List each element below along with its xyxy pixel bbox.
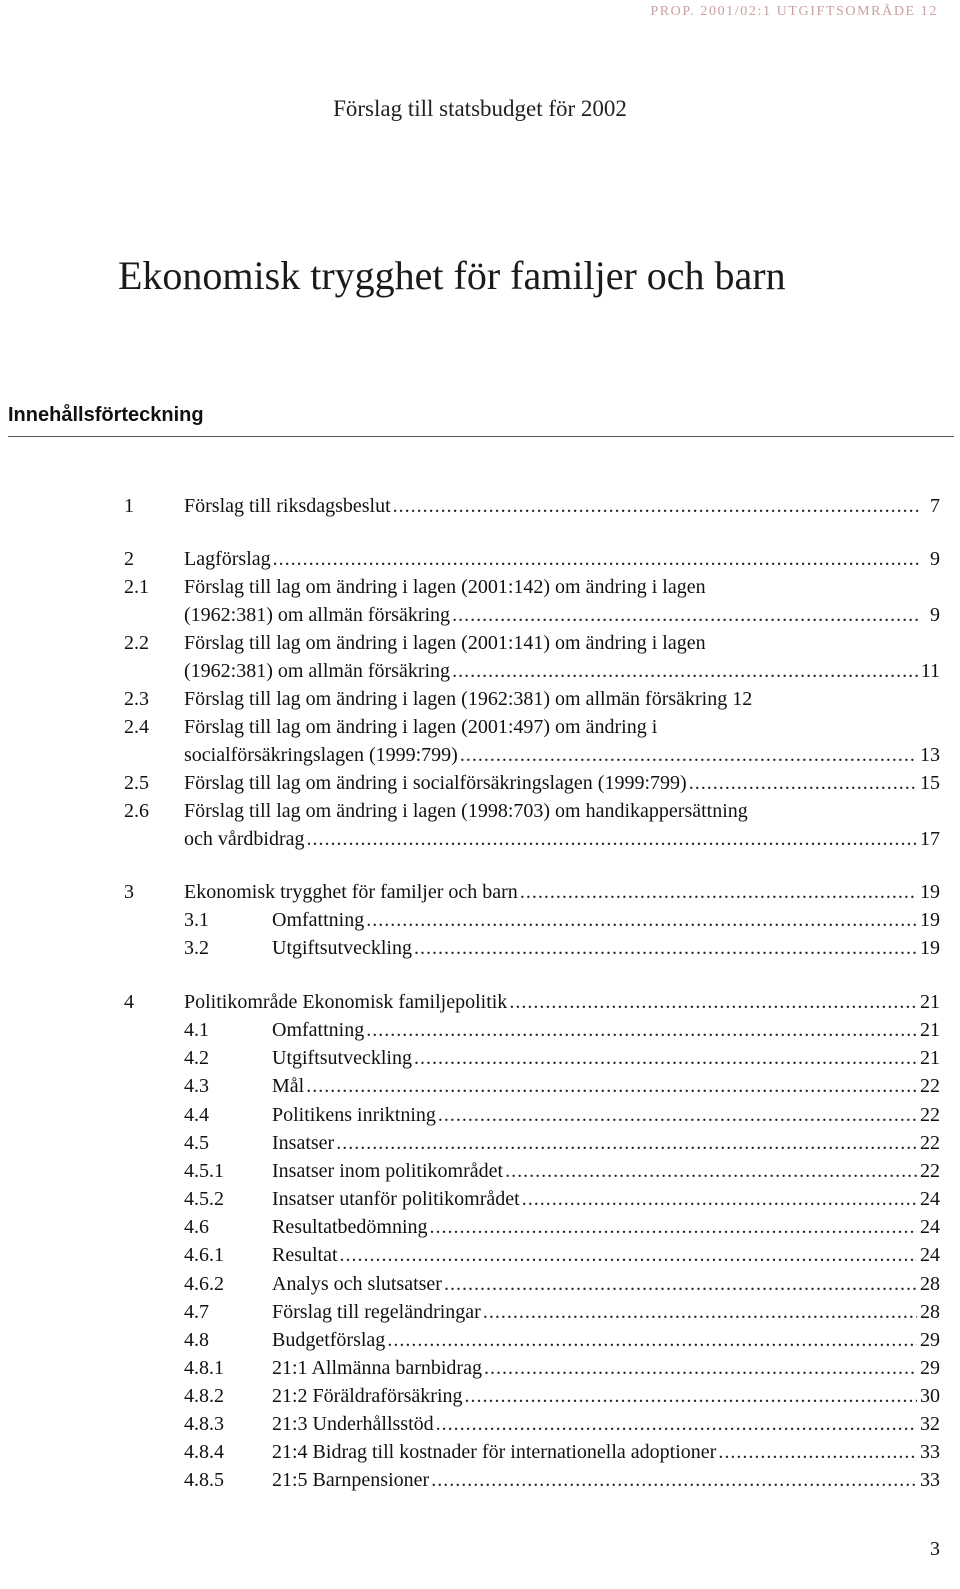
toc-entry-number: 4.6.1 <box>184 1244 224 1266</box>
toc-entry[interactable] <box>0 1101 960 1129</box>
toc-leader-dots <box>718 1438 917 1466</box>
toc-entry[interactable] <box>0 1213 960 1241</box>
toc-entry[interactable] <box>0 1438 960 1466</box>
toc-entry-title: Utgiftsutveckling <box>272 1047 412 1069</box>
toc-leader-dots <box>452 657 918 685</box>
toc-entry-title: 21:5 Barnpensioner <box>272 1469 430 1491</box>
toc-entry-title: Analys och slutsatser <box>272 1273 442 1295</box>
toc-leader-dots <box>484 1354 917 1382</box>
toc-entry[interactable] <box>0 1129 960 1157</box>
toc-entry-title: socialförsäkringslagen (1999:799) <box>184 744 458 766</box>
toc-entry-page: 19 <box>920 909 940 931</box>
toc-leader-dots <box>306 1072 917 1100</box>
toc-entry-title: Resultatbedömning <box>272 1216 428 1238</box>
toc-entry[interactable] <box>0 1354 960 1382</box>
toc-entry[interactable] <box>0 685 960 713</box>
toc-entry-page: 30 <box>920 1385 940 1407</box>
toc-leader-dots <box>438 1101 917 1129</box>
toc-entry-number: 4.6 <box>184 1216 209 1238</box>
toc-entry-number: 4.1 <box>184 1019 209 1041</box>
toc-entry-number: 4.8.3 <box>184 1413 224 1435</box>
toc-leader-dots <box>414 934 917 962</box>
toc-entry-page: 22 <box>920 1075 940 1097</box>
toc-entry[interactable] <box>0 1298 960 1326</box>
toc-entry-title: Insatser <box>272 1132 335 1154</box>
toc-entry[interactable] <box>0 769 960 797</box>
toc-entry[interactable] <box>0 1241 960 1269</box>
toc-leader-dots <box>522 1185 917 1213</box>
toc-entry-page: 7 <box>930 495 940 517</box>
toc-entry-number: 4.5 <box>184 1132 209 1154</box>
toc-entry[interactable] <box>0 878 960 906</box>
toc-leader-dots <box>436 1410 917 1438</box>
toc-leader-dots <box>366 1016 917 1044</box>
toc-entry[interactable] <box>0 1072 960 1100</box>
document-title: Förslag till statsbudget för 2002 <box>333 96 627 121</box>
toc-leader-dots <box>465 1382 917 1410</box>
toc-entry-number: 4.8.4 <box>184 1441 224 1463</box>
toc-leader-dots <box>393 492 919 520</box>
toc-entry[interactable] <box>0 713 960 769</box>
toc-entry-page: 22 <box>920 1104 940 1126</box>
toc-entry-number: 4.7 <box>184 1301 209 1323</box>
toc-entry-page: 33 <box>920 1441 940 1463</box>
toc-entry-page: 21 <box>920 1019 940 1041</box>
toc-leader-dots <box>366 906 917 934</box>
toc-entry-number: 4.8.2 <box>184 1385 224 1407</box>
toc-entry-number: 2 <box>124 548 134 570</box>
toc-entry-title: Förslag till riksdagsbeslut <box>184 495 391 517</box>
toc-entry-page: 28 <box>920 1301 940 1323</box>
toc-entry-number: 2.3 <box>124 688 149 710</box>
toc-entry-page: 19 <box>920 937 940 959</box>
toc-entry-page: 28 <box>920 1273 940 1295</box>
toc-entry-page: 19 <box>920 881 940 903</box>
toc-entry-number: 4.4 <box>184 1104 209 1126</box>
toc-entry-title: Resultat <box>272 1244 338 1266</box>
toc-leader-dots <box>430 1213 917 1241</box>
toc-entry[interactable] <box>0 906 960 934</box>
toc-entry-title: (1962:381) om allmän försäkring <box>184 604 451 626</box>
toc-leader-dots <box>520 878 917 906</box>
toc-entry[interactable] <box>0 1270 960 1298</box>
toc-entry-title: Lagförslag <box>184 548 271 570</box>
toc-entry-title: Förslag till lag om ändring i lagen (1998:703) om handikappersättning <box>184 800 748 822</box>
running-head: PROP. 2001/02:1 UTGIFTSOMRÅDE 12 <box>650 4 938 19</box>
toc-entry-page: 11 <box>920 660 940 682</box>
toc-entry-number: 4.8 <box>184 1329 209 1351</box>
toc-leader-dots <box>336 1129 917 1157</box>
toc-entry-number: 4.5.1 <box>184 1160 224 1182</box>
toc-entry[interactable] <box>0 629 960 685</box>
toc-entry-number: 2.1 <box>124 576 149 598</box>
toc-entry-number: 3.2 <box>184 937 209 959</box>
toc-leader-dots <box>452 601 919 629</box>
toc-entry-title: Förslag till lag om ändring i lagen (2001:142) om ändring i lagen <box>184 576 706 598</box>
toc-entry-number: 2.5 <box>124 772 149 794</box>
toc-entry-number: 4.8.1 <box>184 1357 224 1379</box>
toc-entry-number: 2.4 <box>124 716 149 738</box>
toc-entry-title: Förslag till lag om ändring i lagen (1962:381) om allmän försäkring 12 <box>184 688 753 710</box>
toc-entry-title: och vårdbidrag <box>184 828 305 850</box>
toc-entry-title: Ekonomisk trygghet för familjer och barn <box>184 881 518 903</box>
toc-leader-dots <box>444 1270 917 1298</box>
toc-entry-page: 29 <box>920 1357 940 1379</box>
toc-entry-page: 32 <box>920 1413 940 1435</box>
toc-entry[interactable] <box>0 797 960 853</box>
toc-entry-title: Förslag till regeländringar <box>272 1301 481 1323</box>
toc-entry[interactable] <box>0 1382 960 1410</box>
toc-entry[interactable] <box>0 1326 960 1354</box>
toc-leader-dots <box>460 741 917 769</box>
toc-entry-number: 4.3 <box>184 1075 209 1097</box>
toc-entry-number: 4.2 <box>184 1047 209 1069</box>
toc-entry-page: 24 <box>920 1244 940 1266</box>
toc-entry-number: 4.6.2 <box>184 1273 224 1295</box>
toc-entry-number: 3.1 <box>184 909 209 931</box>
toc-entry-title: Utgiftsutveckling <box>272 937 412 959</box>
toc-entry-page: 24 <box>920 1216 940 1238</box>
toc-entry[interactable] <box>0 1185 960 1213</box>
toc-entry-title: Politikens inriktning <box>272 1104 436 1126</box>
toc-entry[interactable] <box>0 1044 960 1072</box>
toc-entry[interactable] <box>0 1410 960 1438</box>
toc-entry-title: Förslag till lag om ändring i socialförsäkringslagen (1999:799) <box>184 772 687 794</box>
toc-entry-title: Förslag till lag om ändring i lagen (2001:141) om ändring i lagen <box>184 632 706 654</box>
toc-leader-dots <box>340 1241 917 1269</box>
toc-entry-title: Omfattning <box>272 909 365 931</box>
toc-entry-page: 21 <box>920 1047 940 1069</box>
toc-leader-dots <box>505 1157 917 1185</box>
toc-entry-title: Insatser inom politikområdet <box>272 1160 504 1182</box>
toc-entry-title: 21:1 Allmänna barnbidrag <box>272 1357 482 1379</box>
toc-entry-page: 13 <box>920 744 940 766</box>
toc-entry[interactable] <box>0 988 960 1016</box>
toc-entry-page: 17 <box>920 828 940 850</box>
main-heading: Ekonomisk trygghet för familjer och barn <box>118 253 786 298</box>
toc-entry-page: 15 <box>920 772 940 794</box>
toc-entry-title: Insatser utanför politikområdet <box>272 1188 520 1210</box>
toc-leader-dots <box>414 1044 917 1072</box>
toc-entry[interactable] <box>0 545 960 573</box>
toc-entry-number: 1 <box>124 495 134 517</box>
toc-entry[interactable] <box>0 1016 960 1044</box>
toc-entry[interactable] <box>0 934 960 962</box>
toc-entry-page: 9 <box>930 548 940 570</box>
toc-entry-title: (1962:381) om allmän försäkring <box>184 660 451 682</box>
toc-entry[interactable] <box>0 492 960 520</box>
page-number: 3 <box>930 1538 940 1560</box>
toc-entry-page: 22 <box>920 1160 940 1182</box>
toc-leader-dots <box>483 1298 917 1326</box>
toc-entry-title: Förslag till lag om ändring i lagen (2001:497) om ändring i <box>184 716 658 738</box>
toc-entry[interactable] <box>0 573 960 629</box>
toc-entry-number: 2.6 <box>124 800 149 822</box>
toc-entry-number: 4.8.5 <box>184 1469 224 1491</box>
toc-leader-dots <box>307 825 917 853</box>
toc-entry-page: 22 <box>920 1132 940 1154</box>
toc-entry[interactable] <box>0 1157 960 1185</box>
toc-entry-title: Politikområde Ekonomisk familjepolitik <box>184 991 508 1013</box>
toc-leader-dots <box>509 988 917 1016</box>
toc-entry-title: 21:3 Underhållsstöd <box>272 1413 434 1435</box>
toc-entry-number: 4 <box>124 991 134 1013</box>
toc-heading: Innehållsförteckning <box>8 404 954 437</box>
toc-entry-page: 9 <box>930 604 940 626</box>
toc-entry-number: 4.5.2 <box>184 1188 224 1210</box>
toc-entry[interactable] <box>0 1466 960 1494</box>
toc-entry-title: Budgetförslag <box>272 1329 386 1351</box>
toc-entry-number: 3 <box>124 881 134 903</box>
toc-entry-number: 2.2 <box>124 632 149 654</box>
toc-leader-dots <box>273 545 919 573</box>
toc-leader-dots <box>387 1326 917 1354</box>
toc-entry-title: 21:4 Bidrag till kostnader för internationella adoptioner <box>272 1441 717 1463</box>
toc-entry-page: 21 <box>920 991 940 1013</box>
toc-entry-title: Mål <box>272 1075 305 1097</box>
toc-entry-page: 33 <box>920 1469 940 1491</box>
toc-leader-dots <box>431 1466 917 1494</box>
toc-entry-page: 24 <box>920 1188 940 1210</box>
toc-entry-title: Omfattning <box>272 1019 365 1041</box>
toc-entry-title: 21:2 Föräldraförsäkring <box>272 1385 463 1407</box>
toc-entry-page: 29 <box>920 1329 940 1351</box>
toc-leader-dots <box>689 769 917 797</box>
